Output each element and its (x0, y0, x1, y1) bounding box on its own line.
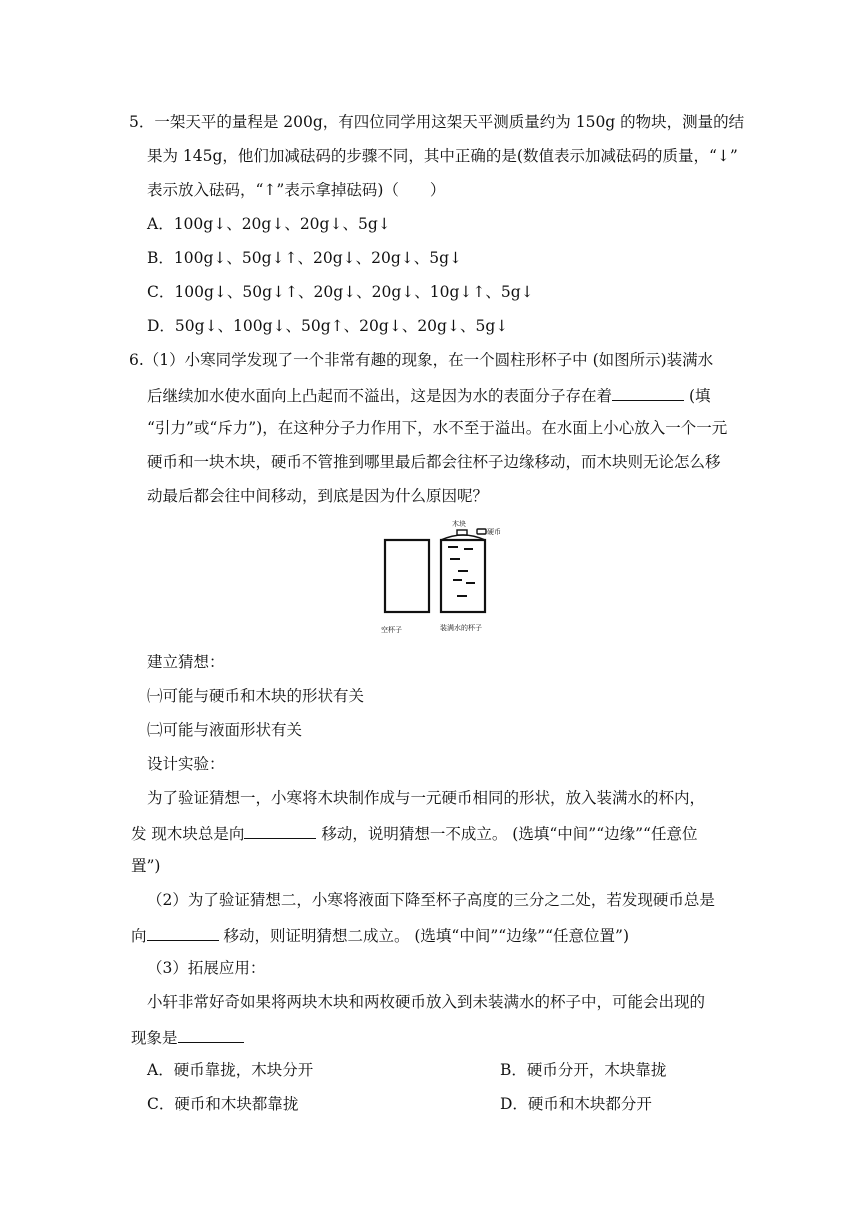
q6-option-b: B．硬币分开，木块靠拢 (500, 1061, 667, 1079)
q5-option-d: D．50g↓、100g↓、50g↑、20g↓、20g↓、5g↓ (147, 317, 509, 335)
q6-stem-line-2 (147, 384, 711, 406)
design-line-3: 置”) (131, 857, 161, 875)
design-line-1: 为了验证猜想一，小寒将木块制作成与一元硬币相同的形状，放入装满水的杯内， (147, 789, 706, 807)
q6-option-c: C．硬币和木块都靠拢 (147, 1095, 299, 1113)
design-title: 设计实验： (147, 755, 225, 773)
answer-blank-2[interactable] (244, 822, 316, 839)
q6-stem-line-5: 动最后都会往中间移动，到底是因为什么原因呢？ (147, 487, 489, 505)
answer-blank-4[interactable] (178, 1026, 244, 1043)
label-coin: 硬币 (487, 528, 501, 536)
q6-stem-line-2-suffix: (填 (684, 387, 711, 405)
part2-line-2-suffix: 移动，则证明猜想二成立。 (选填“中间”“边缘”“任意位置”) (218, 927, 630, 945)
hypothesis-1: ㈠可能与硬币和木块的形状有关 (147, 687, 365, 705)
q5-option-a: A．100g↓、20g↓、20g↓、5g↓ (147, 215, 391, 233)
q5-stem-line-3: 表示放入砝码，“↑”表示拿掉砝码)（ ） (147, 181, 446, 199)
q6-stem-line-4: 硬币和一块木块，硬币不管推到哪里最后都会往杯子边缘移动，而木块则无论怎么移 (147, 453, 721, 471)
part3-line-2 (131, 1026, 244, 1048)
coin-shape (477, 529, 486, 534)
q5-option-c: C．100g↓、50g↓↑、20g↓、20g↓、10g↓↑、5g↓ (147, 283, 534, 301)
hypothesis-2: ㈡可能与液面形状有关 (147, 721, 303, 739)
answer-blank-3[interactable] (147, 924, 219, 941)
design-line-2-suffix: 移动，说明猜想一不成立。 (选填“中间”“边缘”“任意位 (316, 825, 698, 843)
design-line-2 (131, 822, 697, 844)
q5-stem-line-1: 5．一架天平的量程是 200g，有四位同学用这架天平测质量约为 150g 的物块，测量的结 (129, 113, 745, 131)
label-empty-cup: 空杯子 (381, 626, 402, 634)
part2-line-2 (131, 924, 629, 946)
q5-stem-line-2: 果为 145g，他们加减砝码的步骤不同，其中正确的是(数值表示加减砝码的质量，“↓” (147, 147, 738, 165)
q6-stem-line-2-text: 后继续加水使水面向上凸起而不溢出，这是因为水的表面分子存在着 (147, 387, 613, 405)
q5-option-b: B．100g↓、50g↓↑、20g↓、20g↓、5g↓ (147, 249, 463, 267)
q6-option-a: A．硬币靠拢，木块分开 (147, 1061, 314, 1079)
part3-title: （3）拓展应用： (147, 959, 266, 977)
label-full-cup: 装满水的杯子 (440, 624, 482, 632)
label-wood-block: 木块 (452, 520, 466, 528)
cups-figure (378, 520, 502, 636)
empty-cup-shape (385, 540, 429, 612)
cups-diagram (378, 520, 502, 636)
answer-blank-1[interactable] (612, 384, 684, 401)
design-line-2-text: 发 现木块总是向 (131, 825, 245, 843)
part3-line-1: 小轩非常好奇如果将两块木块和两枚硬币放入到未装满水的杯子中，可能会出现的 (147, 993, 706, 1011)
part2-line-1: （2）为了验证猜想二，小寒将液面下降至杯子高度的三分之二处，若发现硬币总是 (147, 891, 715, 909)
part3-line-2-text: 现象是 (131, 1029, 178, 1047)
part2-line-2-text: 向 (131, 927, 147, 945)
q6-stem-line-1: 6.（1）小寒同学发现了一个非常有趣的现象，在一个圆柱形杯子中 (如图所示)装满水 (129, 351, 714, 369)
q6-option-d: D．硬币和木块都分开 (500, 1095, 652, 1113)
full-cup-shape (441, 540, 485, 612)
q6-stem-line-3: “引力”或“斥力”)，在这种分子力作用下，水不至于溢出。在水面上小心放入一个一元 (147, 419, 728, 437)
hypothesis-title: 建立猜想： (147, 653, 225, 671)
